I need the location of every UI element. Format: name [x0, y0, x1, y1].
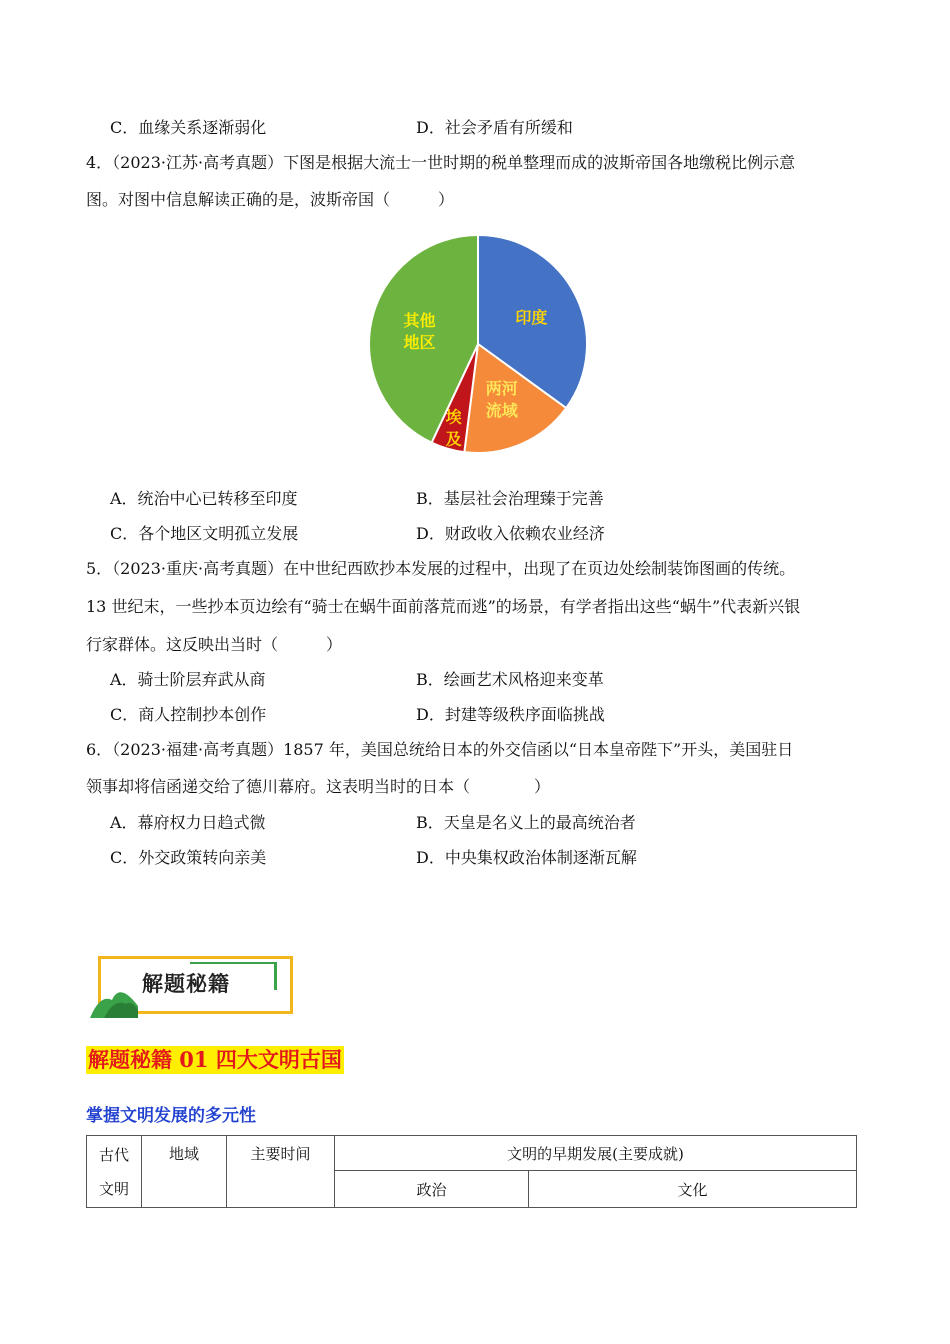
- header-region: 地域: [142, 1136, 227, 1208]
- question-5-line-3: 行家群体。这反映出当时（ ）: [86, 635, 343, 654]
- pie-label-2-0: 埃: [445, 407, 462, 427]
- question-5-line-2: 13 世纪末，一些抄本页边绘有“骑士在蜗牛面前落荒而逃”的场景，有学者指出这些“蜗牛”代表新兴银: [86, 597, 801, 616]
- header-civ-line1: 古代: [98, 1145, 129, 1164]
- pie-label-1-1: 流域: [485, 401, 518, 421]
- header-culture: 文化: [529, 1171, 857, 1208]
- option-c-prev: C．血缘关系逐渐弱化: [110, 118, 267, 137]
- question-4-option-b: B．基层社会治理臻于完善: [416, 489, 604, 508]
- question-5-option-b: B．绘画艺术风格迎来变革: [416, 670, 604, 689]
- pie-label-3-1: 地区: [403, 332, 436, 352]
- question-4-line-2: 图。对图中信息解读正确的是，波斯帝国（ ）: [86, 190, 455, 209]
- hill-icon: [90, 976, 138, 1018]
- solution-tips-banner: [98, 956, 293, 1014]
- banner-accent-bar: [274, 962, 277, 990]
- question-5-option-d: D．封建等级秩序面临挑战: [416, 705, 605, 724]
- section-subtitle: 掌握文明发展的多元性: [86, 1106, 256, 1126]
- pie-label-1-0: 两河: [485, 379, 518, 399]
- question-6-option-c: C．外交政策转向亲美: [110, 848, 267, 867]
- question-4-option-d: D．财政收入依赖农业经济: [416, 524, 605, 543]
- banner-accent-line: [190, 962, 274, 964]
- question-5-option-a: A．骑士阶层弃武从商: [110, 670, 266, 689]
- question-4-option-a: A．统治中心已转移至印度: [110, 489, 298, 508]
- pie-label-2-1: 及: [445, 429, 462, 449]
- banner-title: 解题秘籍: [142, 972, 230, 996]
- header-civ-line2: 文明: [98, 1179, 129, 1198]
- header-politics: 政治: [335, 1171, 529, 1208]
- question-5-line-1: 5．（2023·重庆·高考真题）在中世纪西欧抄本发展的过程中，出现了在页边处绘制装饰图画的传统。: [86, 559, 796, 578]
- question-4-line-1: 4．（2023·江苏·高考真题）下图是根据大流士一世时期的税单整理而成的波斯帝国各地缴税比例示意: [86, 153, 796, 172]
- header-development: 文明的早期发展(主要成就): [335, 1136, 857, 1171]
- civilization-table: [86, 1135, 857, 1208]
- question-6-option-b: B．天皇是名义上的最高统治者: [416, 813, 636, 832]
- header-time: 主要时间: [227, 1136, 335, 1208]
- question-6-line-1: 6．（2023·福建·高考真题）1857 年，美国总统给日本的外交信函以“日本皇帝陛下”开头，美国驻日: [86, 740, 794, 759]
- pie-svg: [360, 228, 596, 460]
- question-4-option-c: C．各个地区文明孤立发展: [110, 524, 299, 543]
- question-6-option-d: D．中央集权政治体制逐渐瓦解: [416, 848, 637, 867]
- section-title: 解题秘籍 01 四大文明古国: [88, 1047, 342, 1072]
- tax-pie-chart: [360, 228, 596, 460]
- option-d-prev: D．社会矛盾有所缓和: [416, 118, 573, 137]
- question-6-line-2: 领事却将信函递交给了德川幕府。这表明当时的日本（ ）: [86, 777, 551, 796]
- header-civilization: [87, 1136, 142, 1208]
- question-6-option-a: A．幕府权力日趋式微: [110, 813, 266, 832]
- pie-label-3-0: 其他: [403, 310, 436, 330]
- pie-label-0-0: 印度: [515, 307, 548, 327]
- question-5-option-c: C．商人控制抄本创作: [110, 705, 267, 724]
